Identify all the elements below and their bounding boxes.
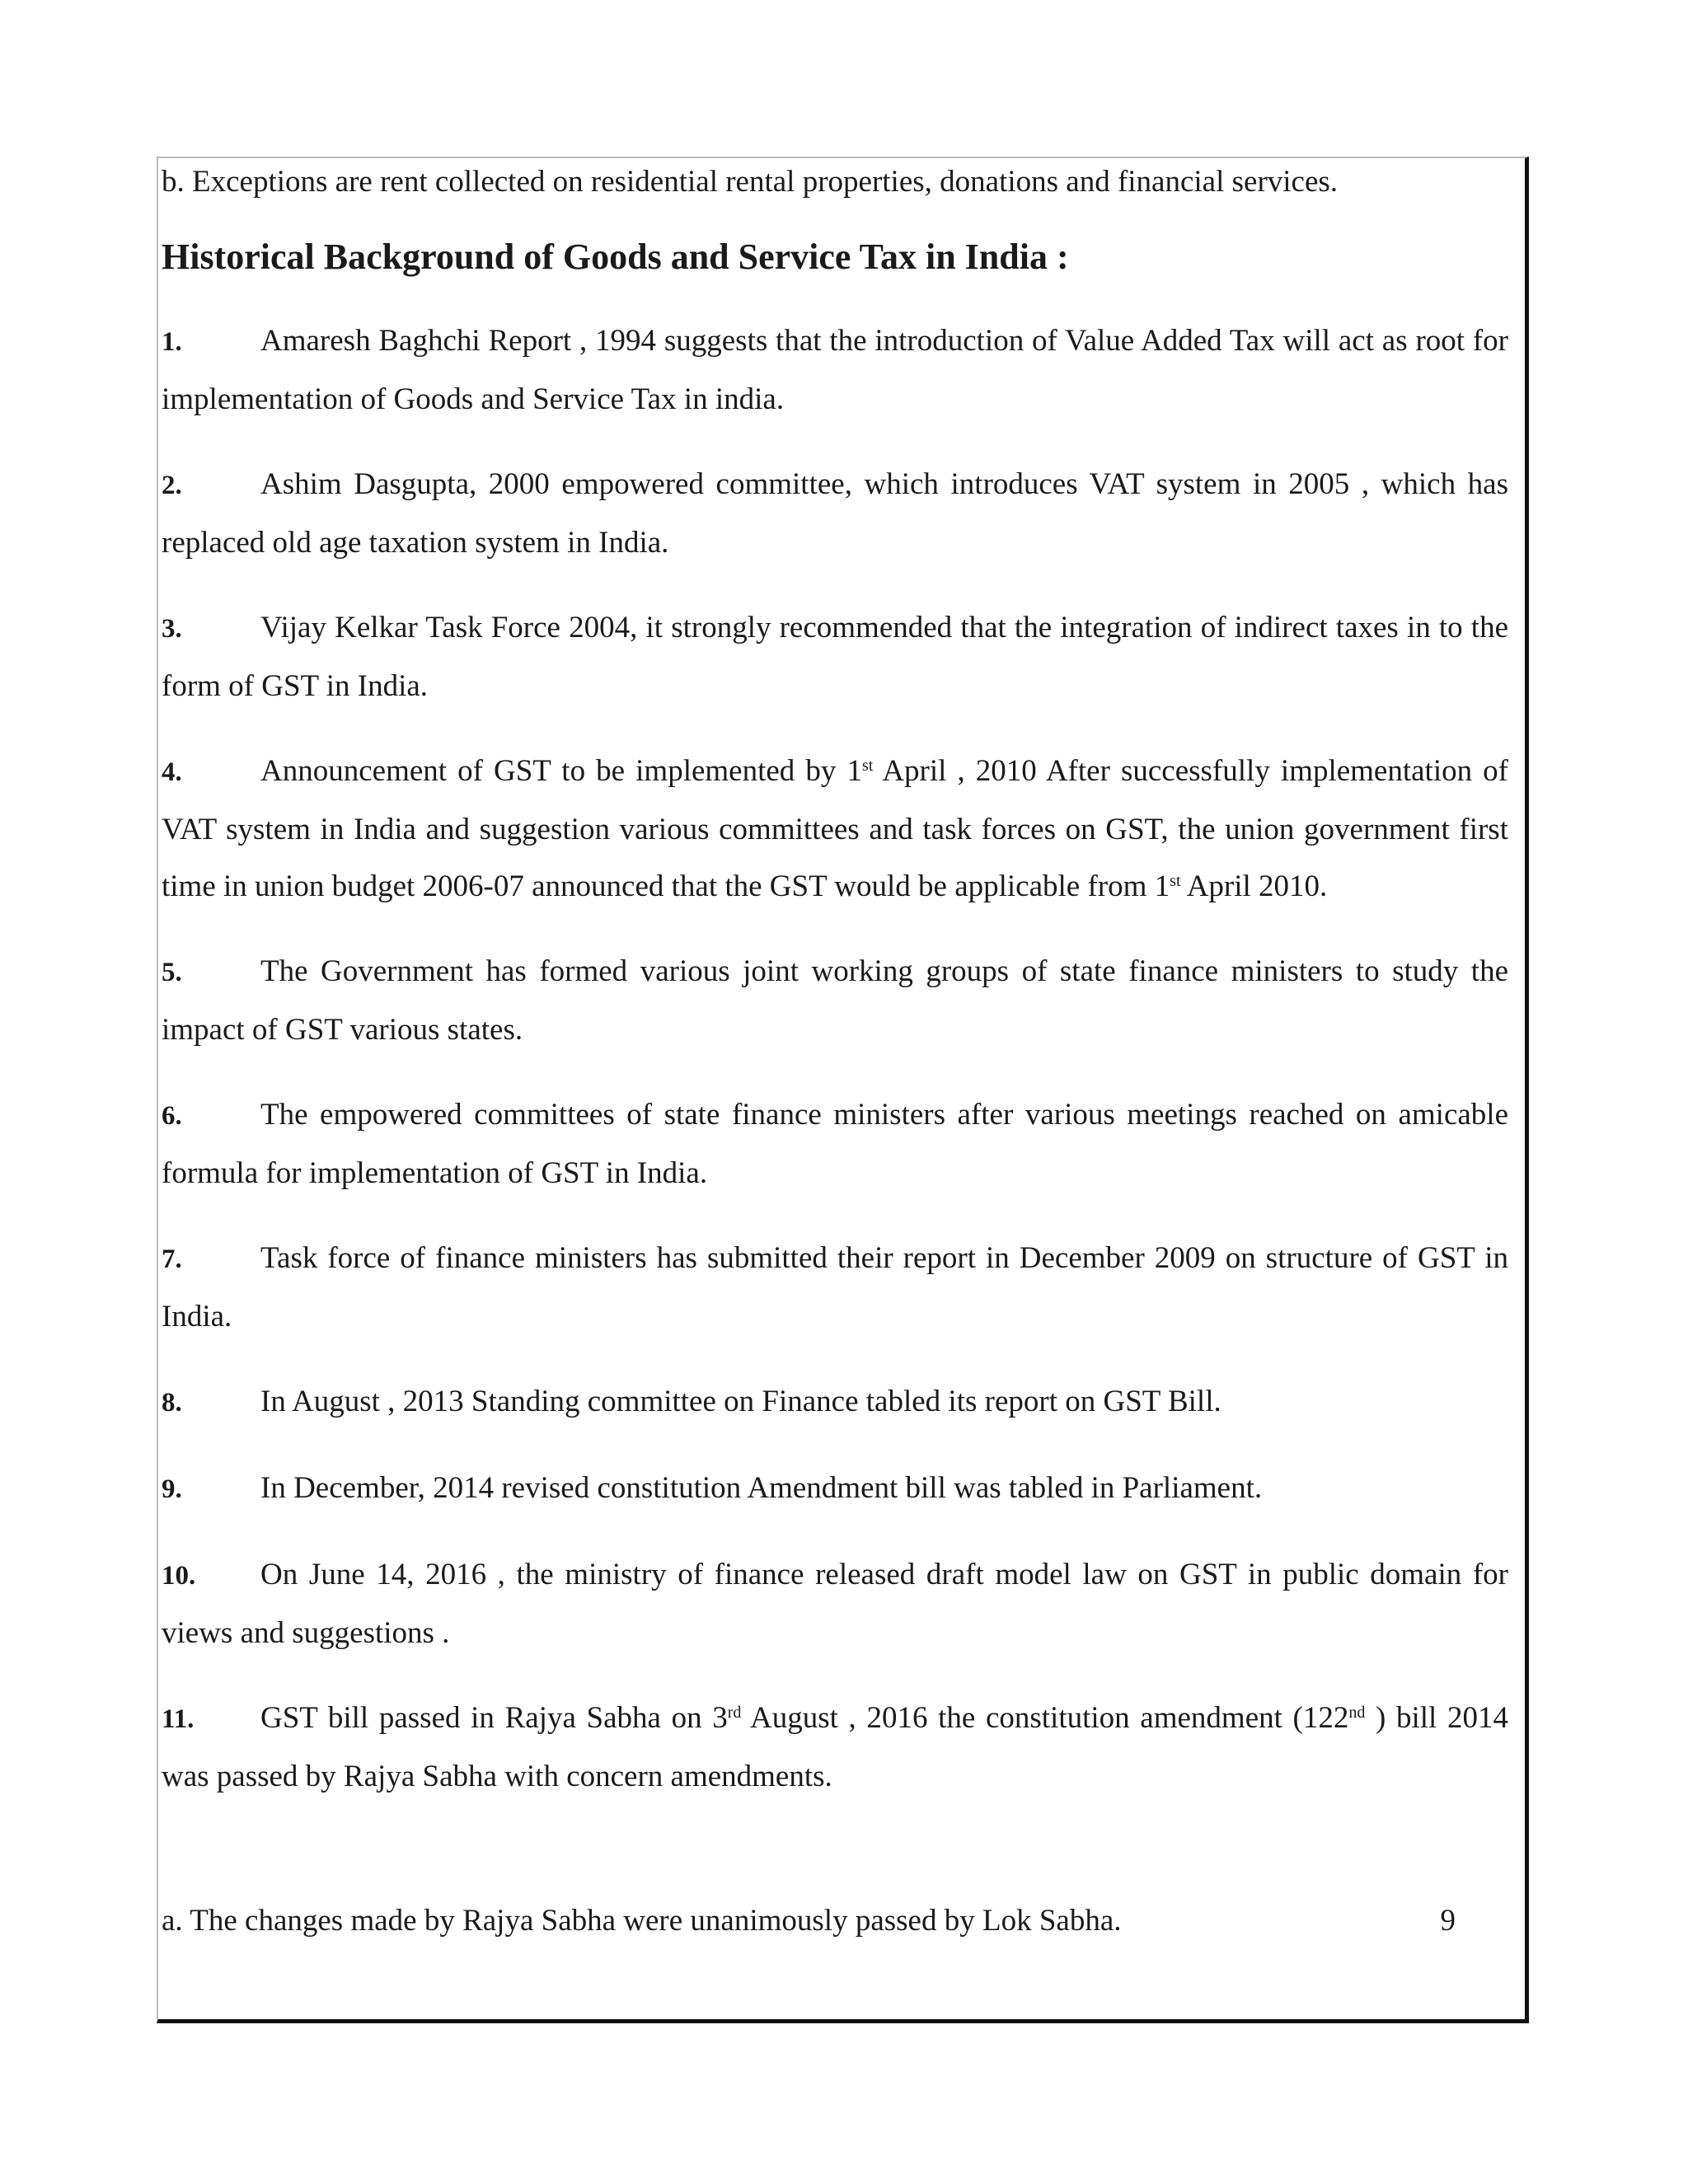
item-text-part: April , 2010 After successfully implementation of VAT system in India and suggestion various committees and task forces on GST, the union government first time in union budget 2006-07 announced that the GST would be applicable from 1	[162, 754, 1508, 903]
item-number: 8.	[162, 1388, 182, 1418]
item-text: Vijay Kelkar Task Force 2004, it strongly recommended that the integration of indirect taxes in to the form of GST in India.	[162, 611, 1508, 703]
list-item	[162, 1086, 1508, 1202]
list-item	[162, 1546, 1508, 1661]
item-text-part: Announcement of GST to be implemented by 1	[260, 754, 862, 788]
item-text: On June 14, 2016 , the ministry of finance released draft model law on GST in public domain for views and suggestions .	[162, 1558, 1508, 1650]
list-item	[162, 599, 1508, 715]
final-text: a. The changes made by Rajya Sabha were unanimously passed by Lok Sabha.	[162, 1904, 1122, 1938]
item-text-part: August , 2016 the constitution amendment (122	[741, 1701, 1349, 1735]
item-number: 4.	[162, 757, 182, 787]
intro-paragraph: b. Exceptions are rent collected on residential rental properties, donations and financial services.	[162, 165, 1339, 199]
list-item	[162, 743, 1508, 915]
list-item	[162, 456, 1508, 571]
item-number: 3.	[162, 614, 182, 644]
item-number: 5.	[162, 958, 182, 987]
item-text-part: April 2010.	[1180, 869, 1328, 903]
item-text: In August , 2013 Standing committee on Finance tabled its report on GST Bill.	[260, 1385, 1221, 1418]
list-item	[162, 1230, 1508, 1345]
final-paragraph	[162, 1900, 1456, 1942]
item-text-part: ) bill 2014 was passed by Rajya Sabha with concern amendments.	[162, 1701, 1508, 1793]
item-number: 6.	[162, 1101, 182, 1131]
ordinal-suffix: rd	[727, 1704, 742, 1722]
item-text-part: GST bill passed in Rajya Sabha on 3	[260, 1701, 728, 1735]
ordinal-suffix: st	[861, 757, 874, 775]
ordinal-suffix: st	[1170, 872, 1181, 890]
item-text: Amaresh Baghchi Report , 1994 suggests that the introduction of Value Added Tax will act as root for implementation of Goods and Service Tax in india.	[162, 324, 1508, 416]
page-number: 9	[1440, 1904, 1456, 1938]
item-text: Task force of finance ministers has submitted their report in December 2009 on structure of GST in India.	[162, 1241, 1508, 1333]
item-number: 11.	[162, 1704, 195, 1734]
ordinal-suffix: nd	[1348, 1704, 1366, 1722]
item-number: 2.	[162, 471, 182, 500]
item-number: 1.	[162, 327, 182, 357]
list-item	[162, 943, 1508, 1058]
item-text: The Government has formed various joint working groups of state finance ministers to study the impact of GST various states.	[162, 954, 1508, 1047]
list-item	[162, 312, 1508, 428]
item-number: 9.	[162, 1474, 182, 1504]
item-text: The empowered committees of state finance ministers after various meetings reached on amicable formula for implementation of GST in India.	[162, 1098, 1508, 1190]
section-heading: Historical Background of Goods and Service Tax in India :	[162, 237, 1069, 277]
history-list	[162, 312, 1508, 1805]
item-number: 7.	[162, 1244, 182, 1274]
list-item	[162, 1460, 1508, 1518]
list-item	[162, 1373, 1508, 1432]
document-body	[162, 157, 1508, 1833]
item-text: Ashim Dasgupta, 2000 empowered committee, which introduces VAT system in 2005 , which has replaced old age taxation system in India.	[162, 467, 1508, 560]
item-text: In December, 2014 revised constitution Amendment bill was tabled in Parliament.	[260, 1471, 1263, 1505]
list-item	[162, 1690, 1508, 1805]
item-number: 10.	[162, 1561, 196, 1591]
